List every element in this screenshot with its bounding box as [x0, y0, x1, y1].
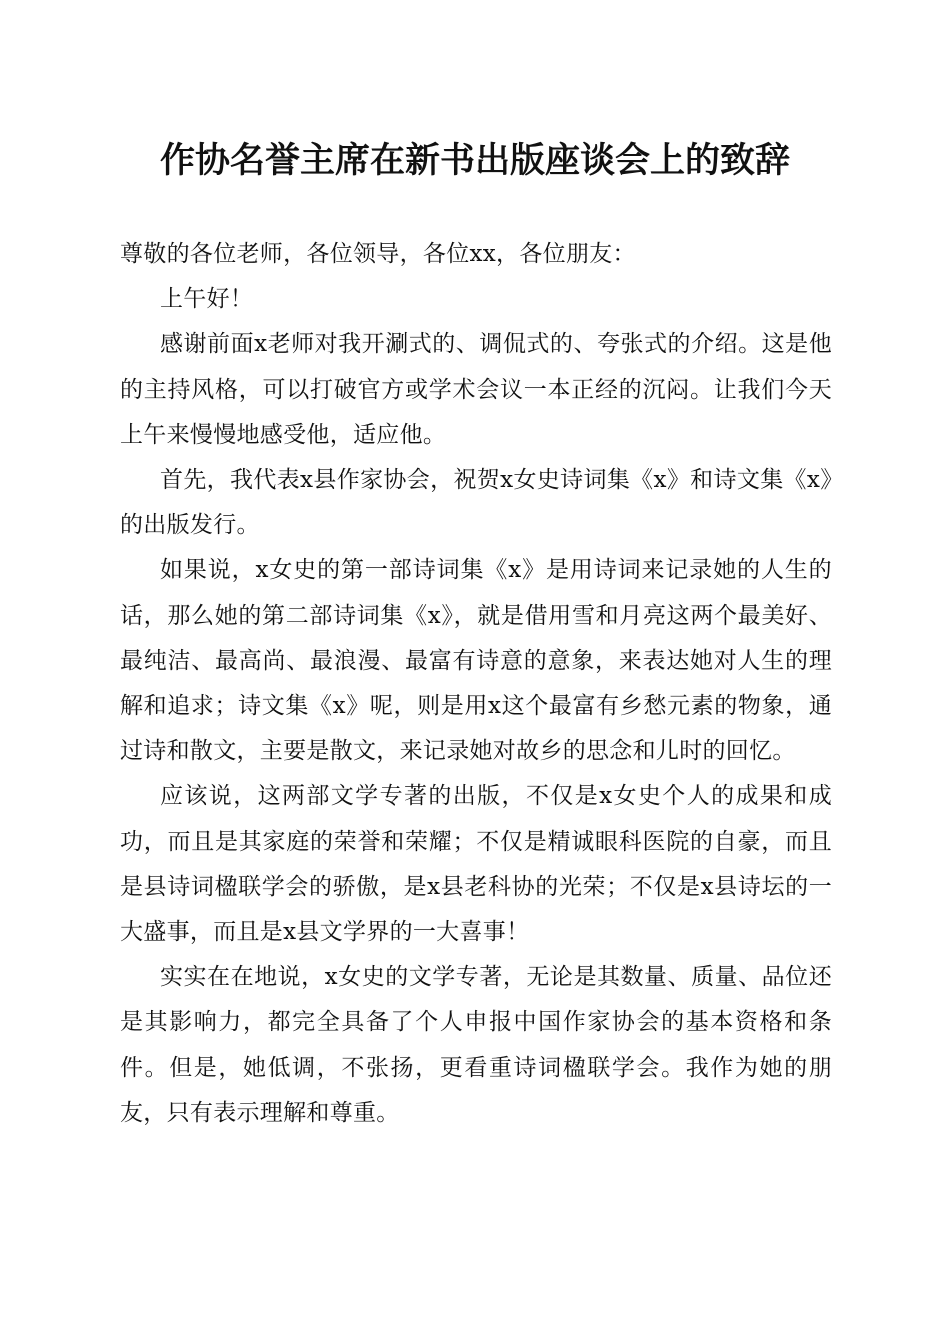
document-title: 作协名誉主席在新书出版座谈会上的致辞 [159, 140, 790, 181]
paragraph-significance: 应该说，这两部文学专著的出版，不仅是x女史个人的成果和成功，而且是其家庭的荣誉和荣耀；不仅是精诚眼科医院的自豪，而且是县诗词楹联学会的骄傲，是x县老科协的光荣；不仅是x县诗坛的一大盛事，而且是x县文学界的一大喜事！ [120, 783, 832, 946]
salutation: 尊敬的各位老师，各位领导，各位xx，各位朋友： [120, 241, 636, 267]
paragraph-thanks: 感谢前面x老师对我开涮式的、调侃式的、夸张式的介绍。这是他的主持风格，可以打破官方或学术会议一本正经的沉闷。让我们今天上午来慢慢地感受他，适应他。 [120, 331, 832, 448]
paragraph-qualifications: 实实在在地说，x女史的文学专著，无论是其数量、质量、品位还是其影响力，都完全具备了个人申报中国作家协会的基本资格和条件。但是，她低调，不张扬，更看重诗词楹联学会。我作为她的朋友，只有表示理解和尊重。 [120, 964, 832, 1126]
document-body [120, 232, 832, 1136]
paragraph-congratulations: 首先，我代表x县作家协会，祝贺x女史诗词集《x》和诗文集《x》的出版发行。 [120, 467, 832, 539]
paragraph-works-description: 如果说，x女史的第一部诗词集《x》是用诗词来记录她的人生的话，那么她的第二部诗词集《x》，就是借用雪和月亮这两个最美好、最纯洁、最高尚、最浪漫、最富有诗意的意象，来表达她对人生的理解和追求；诗文集《x》呢，则是用x这个最富有乡愁元素的物象，通过诗和散文，主要是散文，来记录她对故乡的思念和儿时的回忆。 [120, 557, 832, 765]
paragraph-greeting: 上午好！ [160, 286, 254, 313]
